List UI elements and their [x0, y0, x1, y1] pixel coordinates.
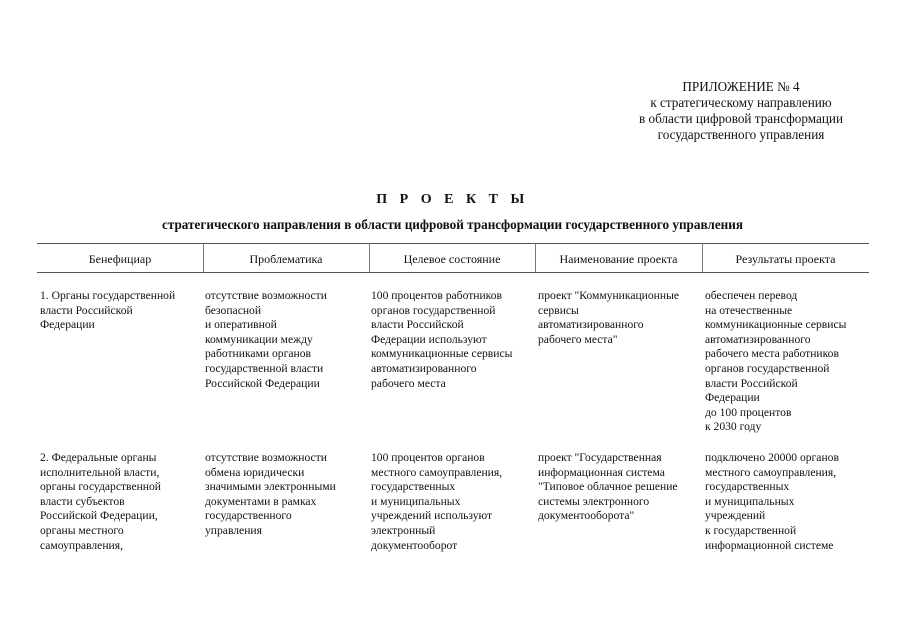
row2-results: подключено 20000 органов местного самоуправления, государственных и муниципальных учреждений к государственной информационной системе — [705, 451, 839, 552]
header-target-state: Целевое состояние — [403, 252, 501, 266]
appendix-line: к стратегическому направлению — [650, 95, 832, 110]
appendix-line: в области цифровой трансформации — [638, 111, 844, 126]
row1-results: обеспечен перевод на отечественные коммуникационные сервисы автоматизированного рабочего места работников органов государственной власти Российской Федерации до 100 процентов к 2030 году — [705, 289, 847, 434]
header-beneficiary: Бенефициар — [88, 252, 152, 266]
document-subtitle: стратегического направления в области цифровой трансформации государственного управления — [161, 217, 744, 232]
row1-beneficiary: 1. Органы государственной власти Российской Федерации — [40, 289, 176, 332]
document-title: П Р О Е К Т Ы — [376, 192, 529, 207]
table-top-rule — [37, 243, 869, 244]
appendix-block — [600, 79, 882, 143]
table-header-rule — [37, 272, 869, 273]
row2-target-state: 100 процентов органов местного самоуправления, государственных и муниципальных учреждений используют электронный документооборот — [371, 451, 503, 552]
row1-problem: отсутствие возможности безопасной и оперативной коммуникации между работниками органов государственной власти Российской Федерации — [205, 289, 327, 390]
row2-beneficiary: 2. Федеральные органы исполнительной власти, органы государственной власти субъектов Российской Федерации, органы местного самоуправления, — [40, 451, 162, 552]
appendix-line: государственного управления — [657, 127, 825, 142]
row1-project-name: проект "Коммуникационные сервисы автоматизированного рабочего места" — [538, 289, 680, 346]
row2-problem: отсутствие возможности обмена юридически значимыми электронными документами в рамках государственного управления — [205, 451, 336, 537]
header-project-name: Наименование проекта — [559, 252, 678, 266]
row1-target-state: 100 процентов работников органов государственной власти Российской Федерации используют коммуникационные сервисы автоматизированного рабочего места — [371, 289, 513, 390]
row2-project-name: проект "Государственная информационная система "Типовое облачное решение системы электронного документооборота" — [538, 451, 678, 523]
appendix-title: ПРИЛОЖЕНИЕ № 4 — [682, 79, 800, 94]
header-problem: Проблематика — [249, 252, 323, 266]
header-results: Результаты проекта — [735, 252, 836, 266]
